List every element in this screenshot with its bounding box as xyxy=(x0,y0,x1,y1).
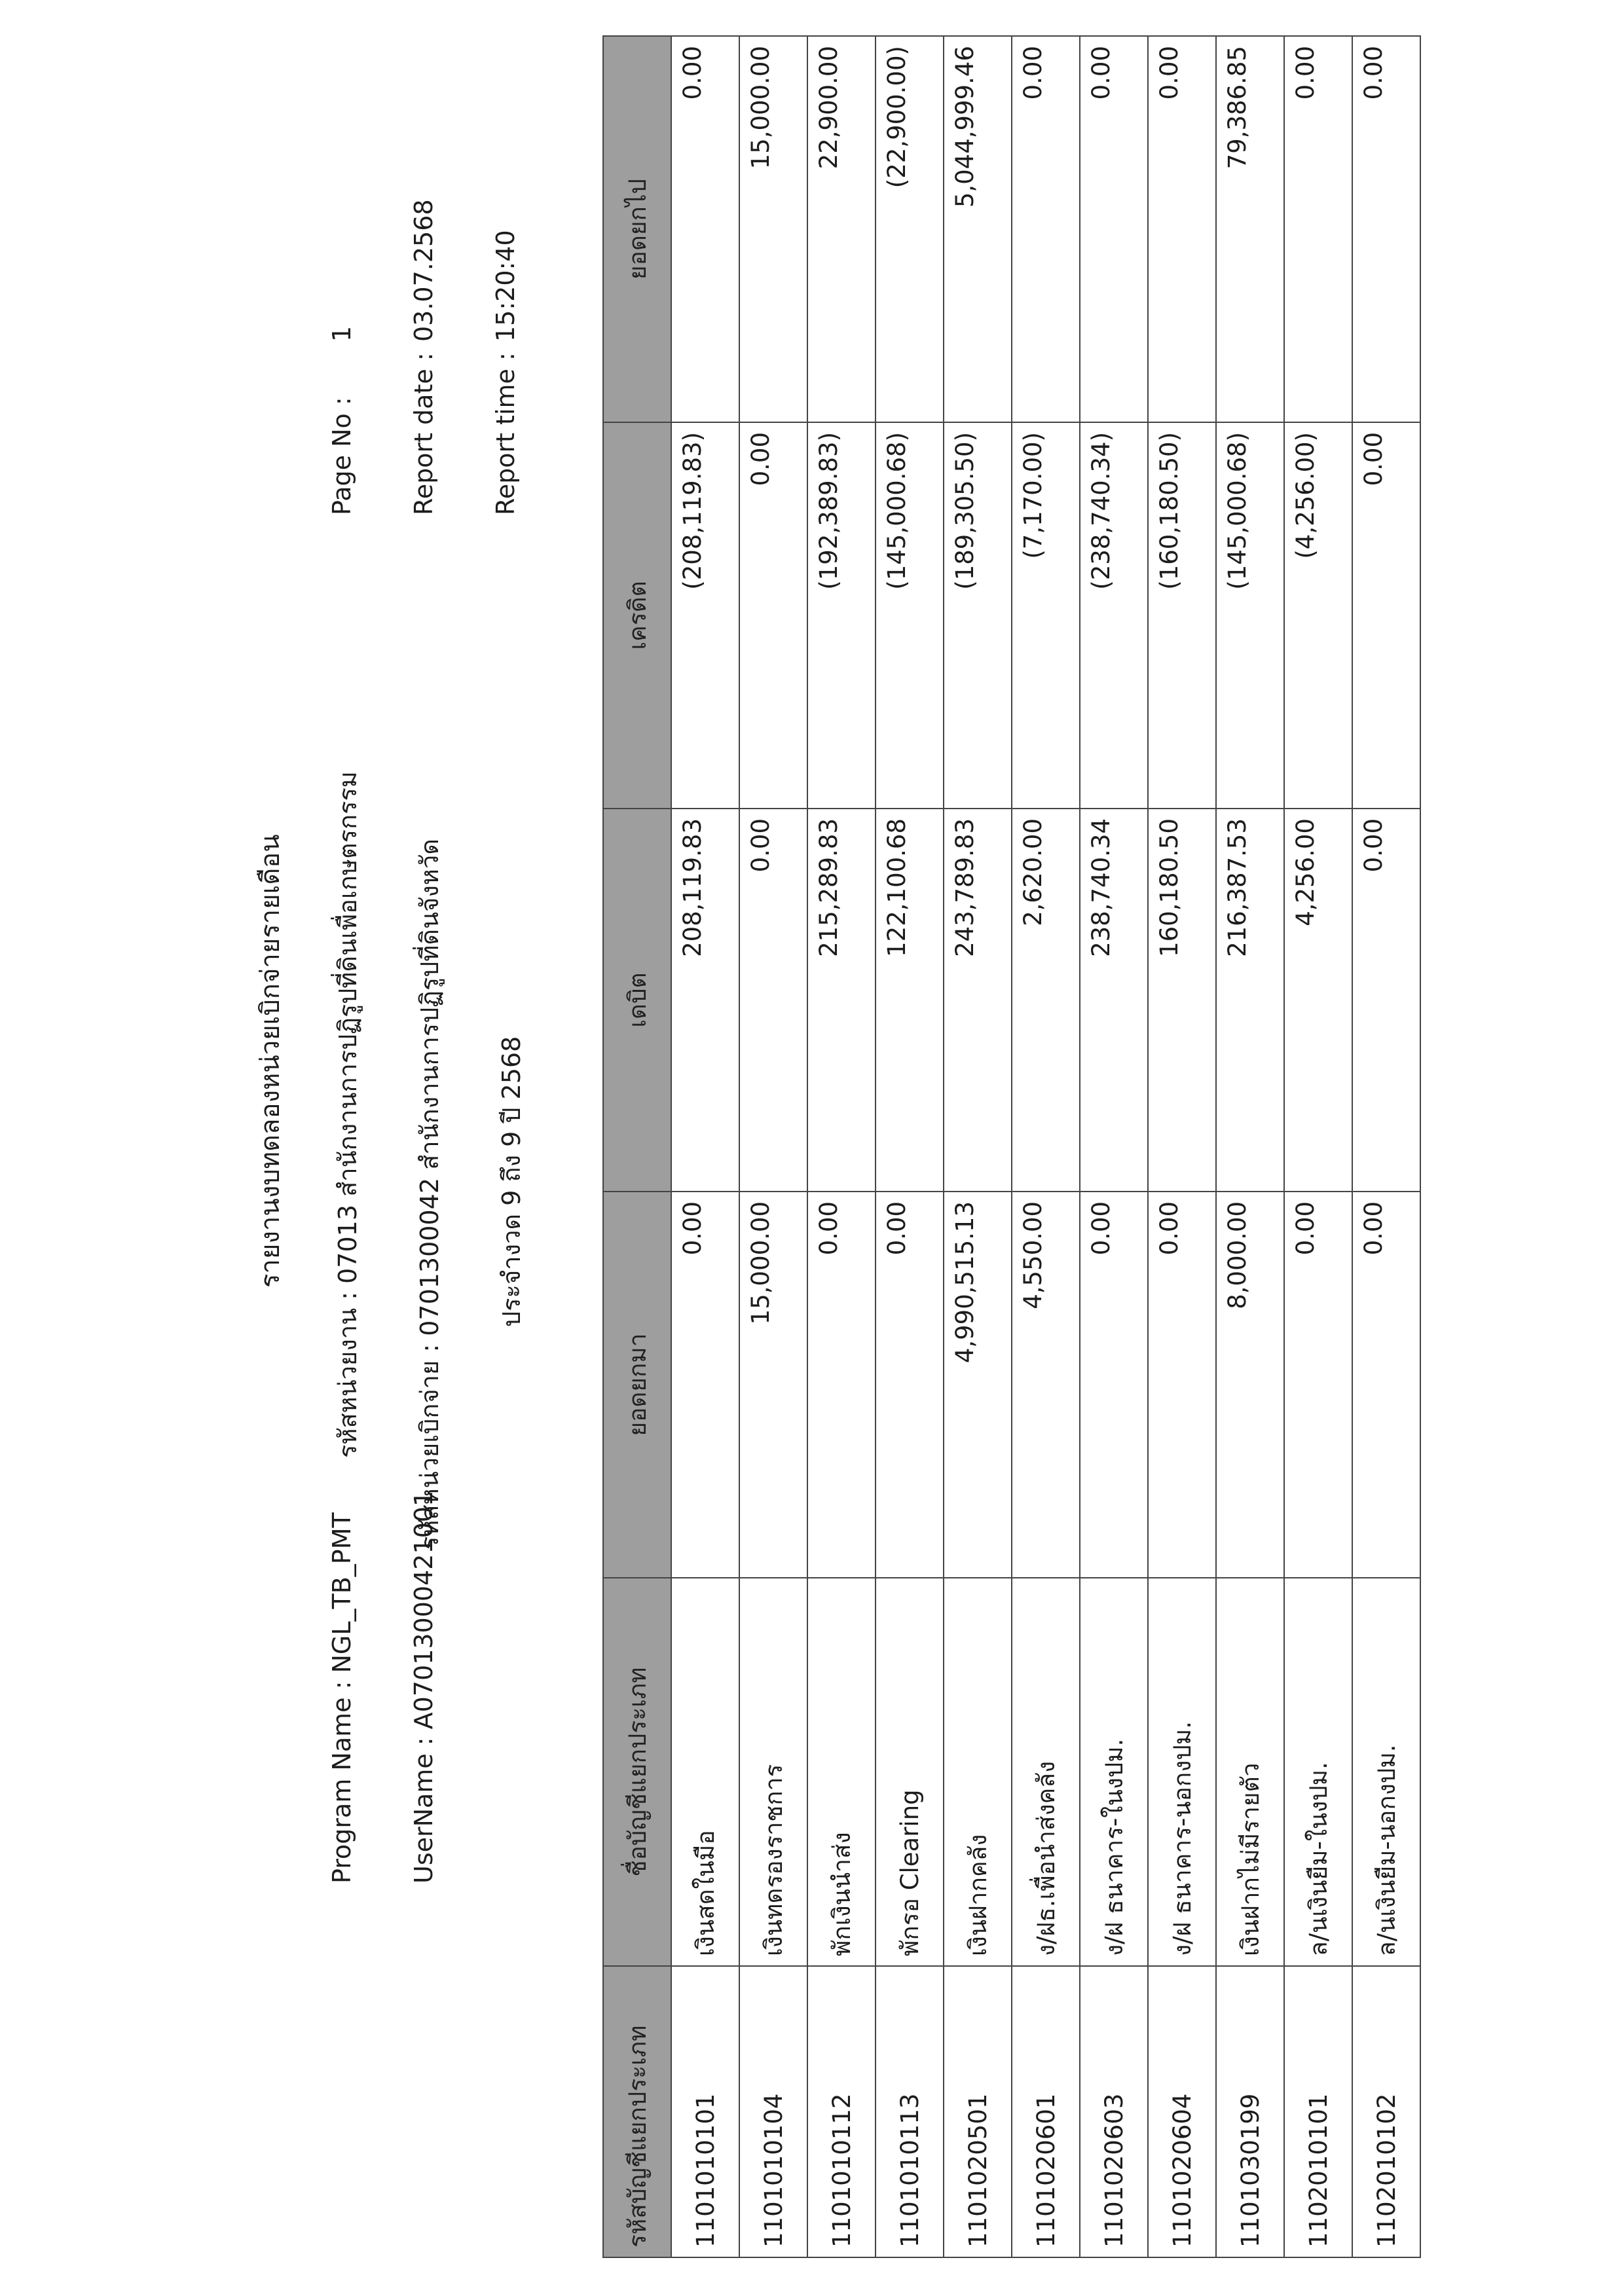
account-name-cell: ง/ฝธ.เพื่อนำส่งคลัง xyxy=(1012,1578,1080,1966)
debit-cell: 215,289.83 xyxy=(807,809,876,1192)
brought-forward-cell: 0.00 xyxy=(807,1192,876,1578)
report-time-value: 15:20:40 xyxy=(491,230,520,342)
page-no-label: Page No : xyxy=(327,397,356,515)
table-row xyxy=(1012,36,1080,2257)
account-code-cell: 1101010113 xyxy=(876,1966,944,2257)
report-title: รายงานงบทดลองหน่วยเบิกจ่ายรายเดือน xyxy=(255,834,286,1288)
carried-forward-cell: 0.00 xyxy=(1352,36,1420,422)
credit-cell: (238,740.34) xyxy=(1080,422,1148,809)
table-header-row xyxy=(603,36,671,2257)
credit-cell: (145,000.68) xyxy=(1216,422,1284,809)
carried-forward-cell: 0.00 xyxy=(1148,36,1216,422)
carried-forward-cell: 15,000.00 xyxy=(739,36,807,422)
col-header-account-name: ชื่อบัญชีแยกประเภท xyxy=(603,1578,671,1966)
account-name-cell: เงินทดรองราชการ xyxy=(739,1578,807,1966)
account-name-cell: ล/นเงินยืม-ในงปม. xyxy=(1284,1578,1352,1966)
debit-cell: 216,387.53 xyxy=(1216,809,1284,1192)
col-header-credit: เครดิต xyxy=(603,422,671,809)
table-row xyxy=(876,36,944,2257)
debit-cell: 238,740.34 xyxy=(1080,809,1148,1192)
col-header-carried-forward: ยอดยกไป xyxy=(603,36,671,422)
account-code-cell: 1101020501 xyxy=(944,1966,1012,2257)
carried-forward-cell: 5,044,999.46 xyxy=(944,36,1012,422)
table-row xyxy=(807,36,876,2257)
account-name-cell: พักเงินนำส่ง xyxy=(807,1578,876,1966)
period-line: ประจำงวด 9 ถึง 9 ปี 2568 xyxy=(497,1036,526,1327)
table-row xyxy=(944,36,1012,2257)
report-date-label: Report date : xyxy=(409,352,438,515)
brought-forward-cell: 0.00 xyxy=(876,1192,944,1578)
account-name-cell: เงินฝากคลัง xyxy=(944,1578,1012,1966)
account-name-cell: ล/นเงินยืม-นอกงปม. xyxy=(1352,1578,1420,1966)
debit-cell: 0.00 xyxy=(1352,809,1420,1192)
account-code-cell: 1101030199 xyxy=(1216,1966,1284,2257)
account-name-cell: เงินสดในมือ xyxy=(671,1578,739,1966)
account-code-cell: 1101010104 xyxy=(739,1966,807,2257)
debit-cell: 122,100.68 xyxy=(876,809,944,1192)
account-code-cell: 1101010112 xyxy=(807,1966,876,2257)
account-name-cell: ง/ฝ ธนาคาร-นอกงปม. xyxy=(1148,1578,1216,1966)
col-header-debit: เดบิต xyxy=(603,809,671,1192)
account-name-cell: ง/ฝ ธนาคาร-ในงปม. xyxy=(1080,1578,1148,1966)
debit-cell: 4,256.00 xyxy=(1284,809,1352,1192)
credit-cell: (189,305.50) xyxy=(944,422,1012,809)
debit-cell: 208,119.83 xyxy=(671,809,739,1192)
credit-cell: (7,170.00) xyxy=(1012,422,1080,809)
table-row xyxy=(1080,36,1148,2257)
brought-forward-cell: 0.00 xyxy=(1148,1192,1216,1578)
debit-cell: 0.00 xyxy=(739,809,807,1192)
report-date-value: 03.07.2568 xyxy=(409,199,438,342)
credit-cell: 0.00 xyxy=(739,422,807,809)
account-name-cell: เงินฝากไม่มีรายตัว xyxy=(1216,1578,1284,1966)
carried-forward-cell: 0.00 xyxy=(1080,36,1148,422)
brought-forward-cell: 8,000.00 xyxy=(1216,1192,1284,1578)
page-no-value: 1 xyxy=(327,325,356,342)
program-name: Program Name : NGL_TB_PMT xyxy=(327,1512,356,1884)
table-row xyxy=(739,36,807,2257)
debit-cell: 2,620.00 xyxy=(1012,809,1080,1192)
credit-cell: (145,000.68) xyxy=(876,422,944,809)
table-row xyxy=(1148,36,1216,2257)
brought-forward-cell: 0.00 xyxy=(1352,1192,1420,1578)
carried-forward-cell: 22,900.00 xyxy=(807,36,876,422)
account-code-cell: 1101010101 xyxy=(671,1966,739,2257)
table-row xyxy=(1352,36,1420,2257)
brought-forward-cell: 0.00 xyxy=(1080,1192,1148,1578)
account-code-cell: 1102010102 xyxy=(1352,1966,1420,2257)
carried-forward-cell: 0.00 xyxy=(1284,36,1352,422)
carried-forward-cell: (22,900.00) xyxy=(876,36,944,422)
col-header-brought-forward: ยอดยกมา xyxy=(603,1192,671,1578)
brought-forward-cell: 0.00 xyxy=(1284,1192,1352,1578)
credit-cell: 0.00 xyxy=(1352,422,1420,809)
account-code-cell: 1101020603 xyxy=(1080,1966,1148,2257)
carried-forward-cell: 0.00 xyxy=(1012,36,1080,422)
carried-forward-cell: 0.00 xyxy=(671,36,739,422)
carried-forward-cell: 79,386.85 xyxy=(1216,36,1284,422)
account-code-cell: 1102010101 xyxy=(1284,1966,1352,2257)
account-code-cell: 1101020601 xyxy=(1012,1966,1080,2257)
debit-cell: 243,789.83 xyxy=(944,809,1012,1192)
table-row xyxy=(1216,36,1284,2257)
table-row xyxy=(1284,36,1352,2257)
account-name-cell: พักรอ Clearing xyxy=(876,1578,944,1966)
credit-cell: (160,180.50) xyxy=(1148,422,1216,809)
credit-cell: (208,119.83) xyxy=(671,422,739,809)
brought-forward-cell: 4,550.00 xyxy=(1012,1192,1080,1578)
table-row xyxy=(671,36,739,2257)
credit-cell: (192,389.83) xyxy=(807,422,876,809)
disbursement-unit-line: รหัสหน่วยเบิกจ่าย : 0701300042 สำนักงานการปฏิรูปที่ดินจังหวัด xyxy=(415,839,444,1550)
account-code-cell: 1101020604 xyxy=(1148,1966,1216,2257)
col-header-account-code: รหัสบัญชีแยกประเภท xyxy=(603,1966,671,2257)
trial-balance-table xyxy=(602,35,1421,2258)
brought-forward-cell: 4,990,515.13 xyxy=(944,1192,1012,1578)
unit-code-line: รหัสหน่วยงาน : 07013 สำนักงานการปฏิรูปที่ดินเพื่อเกษตรกรรม xyxy=(333,771,362,1458)
brought-forward-cell: 0.00 xyxy=(671,1192,739,1578)
brought-forward-cell: 15,000.00 xyxy=(739,1192,807,1578)
debit-cell: 160,180.50 xyxy=(1148,809,1216,1192)
user-name: UserName : A07013000421001 xyxy=(409,1490,438,1884)
credit-cell: (4,256.00) xyxy=(1284,422,1352,809)
report-time-label: Report time : xyxy=(491,352,520,515)
